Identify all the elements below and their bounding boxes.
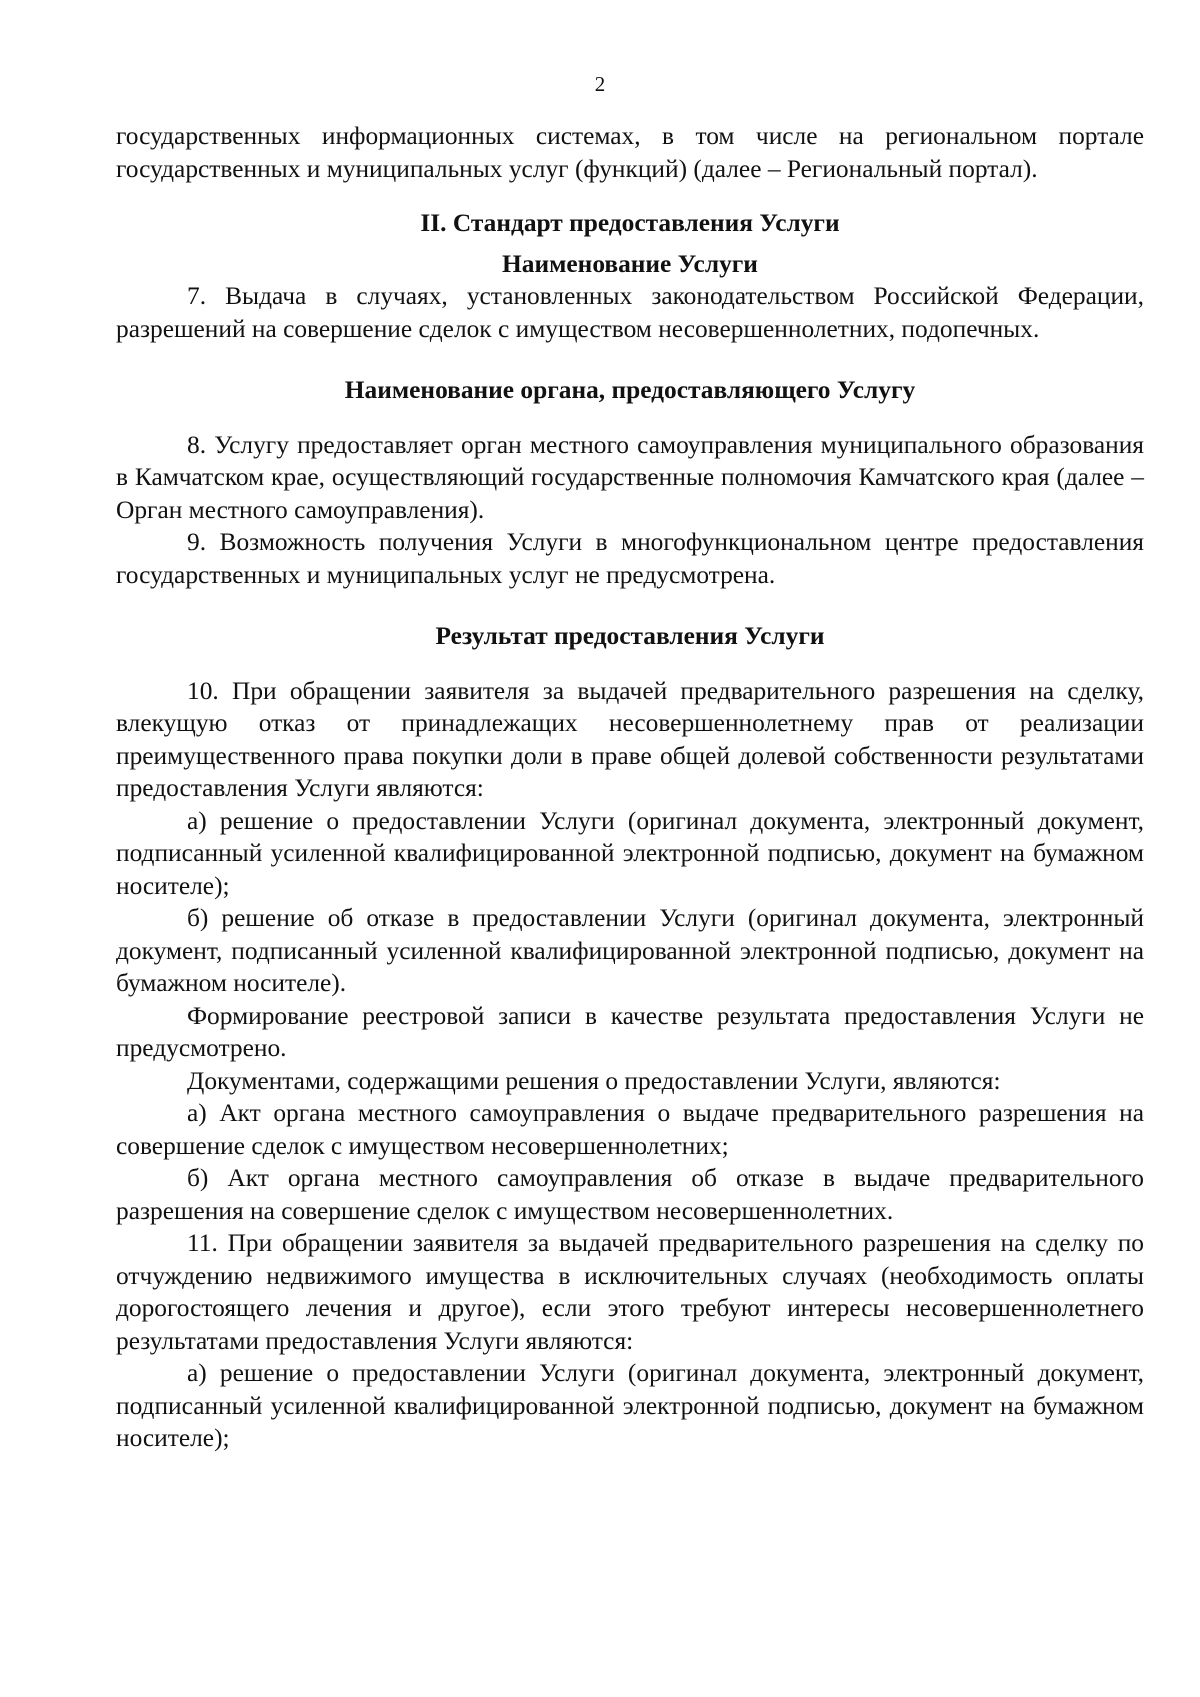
- paragraph: 11. При обращении заявителя за выдачей предварительного разрешения на сделку по отчуждению недвижимого имущества в исключительных случаях (необходимость оплаты дорогостоящего лечения и другое), если этого требуют интересы несовершеннолетнего результатами предоставления Услуги являются:: [116, 1229, 1144, 1355]
- paragraph: 8. Услугу предоставляет орган местного самоуправления муниципального образования в Камчатском крае, осуществляющий государственные полномочия Камчатского края (далее – Орган местного самоуправления).: [116, 430, 1144, 524]
- paragraph: 9. Возможность получения Услуги в многофункциональном центре предоставления государственных и муниципальных услуг не предусмотрена.: [116, 528, 1144, 589]
- paragraph: 7. Выдача в случаях, установленных законодательством Российской Федерации, разрешений на совершение сделок с имуществом несовершеннолетних, подопечных.: [116, 282, 1144, 343]
- paragraph: Документами, содержащими решения о предоставлении Услуги, являются:: [187, 1066, 1001, 1095]
- paragraph: б) Акт органа местного самоуправления об отказе в выдаче предварительного разрешения на совершение сделок с имуществом несовершеннолетних.: [116, 1164, 1144, 1225]
- paragraph: а) Акт органа местного самоуправления о выдаче предварительного разрешения на совершение сделок с имуществом несовершеннолетних;: [116, 1099, 1144, 1160]
- subsection-heading: Наименование Услуги: [502, 249, 758, 278]
- document-body: [116, 120, 1144, 1455]
- paragraph: 10. При обращении заявителя за выдачей предварительного разрешения на сделку, влекущую отказ от принадлежащих несовершеннолетнему прав от реализации преимущественного права покупки доли в праве общей долевой собственности результатами предоставления Услуги являются:: [116, 676, 1144, 802]
- subsection-heading: Наименование органа, предоставляющего Услугу: [344, 376, 916, 404]
- intro-paragraph: государственных информационных системах, в том числе на региональном портале государственных и муниципальных услуг (функций) (далее – Региональный портал).: [116, 122, 1144, 183]
- paragraph: а) решение о предоставлении Услуги (оригинал документа, электронный документ, подписанный усиленной квалифицированной электронной подписью, документ на бумажном носителе);: [116, 1359, 1144, 1452]
- section-heading: II. Стандарт предоставления Услуги: [420, 209, 840, 237]
- paragraph: Формирование реестровой записи в качестве результата предоставления Услуги не предусмотрено.: [116, 1001, 1144, 1062]
- page-number: 2: [594, 72, 606, 96]
- subsection-heading: Результат предоставления Услуги: [435, 622, 825, 650]
- paragraph: б) решение об отказе в предоставлении Услуги (оригинал документа, электронный документ, подписанный усиленной квалифицированной электронной подписью, документ на бумажном носителе).: [116, 904, 1144, 997]
- paragraph: а) решение о предоставлении Услуги (оригинал документа, электронный документ, подписанный усиленной квалифицированной электронной подписью, документ на бумажном носителе);: [116, 806, 1144, 900]
